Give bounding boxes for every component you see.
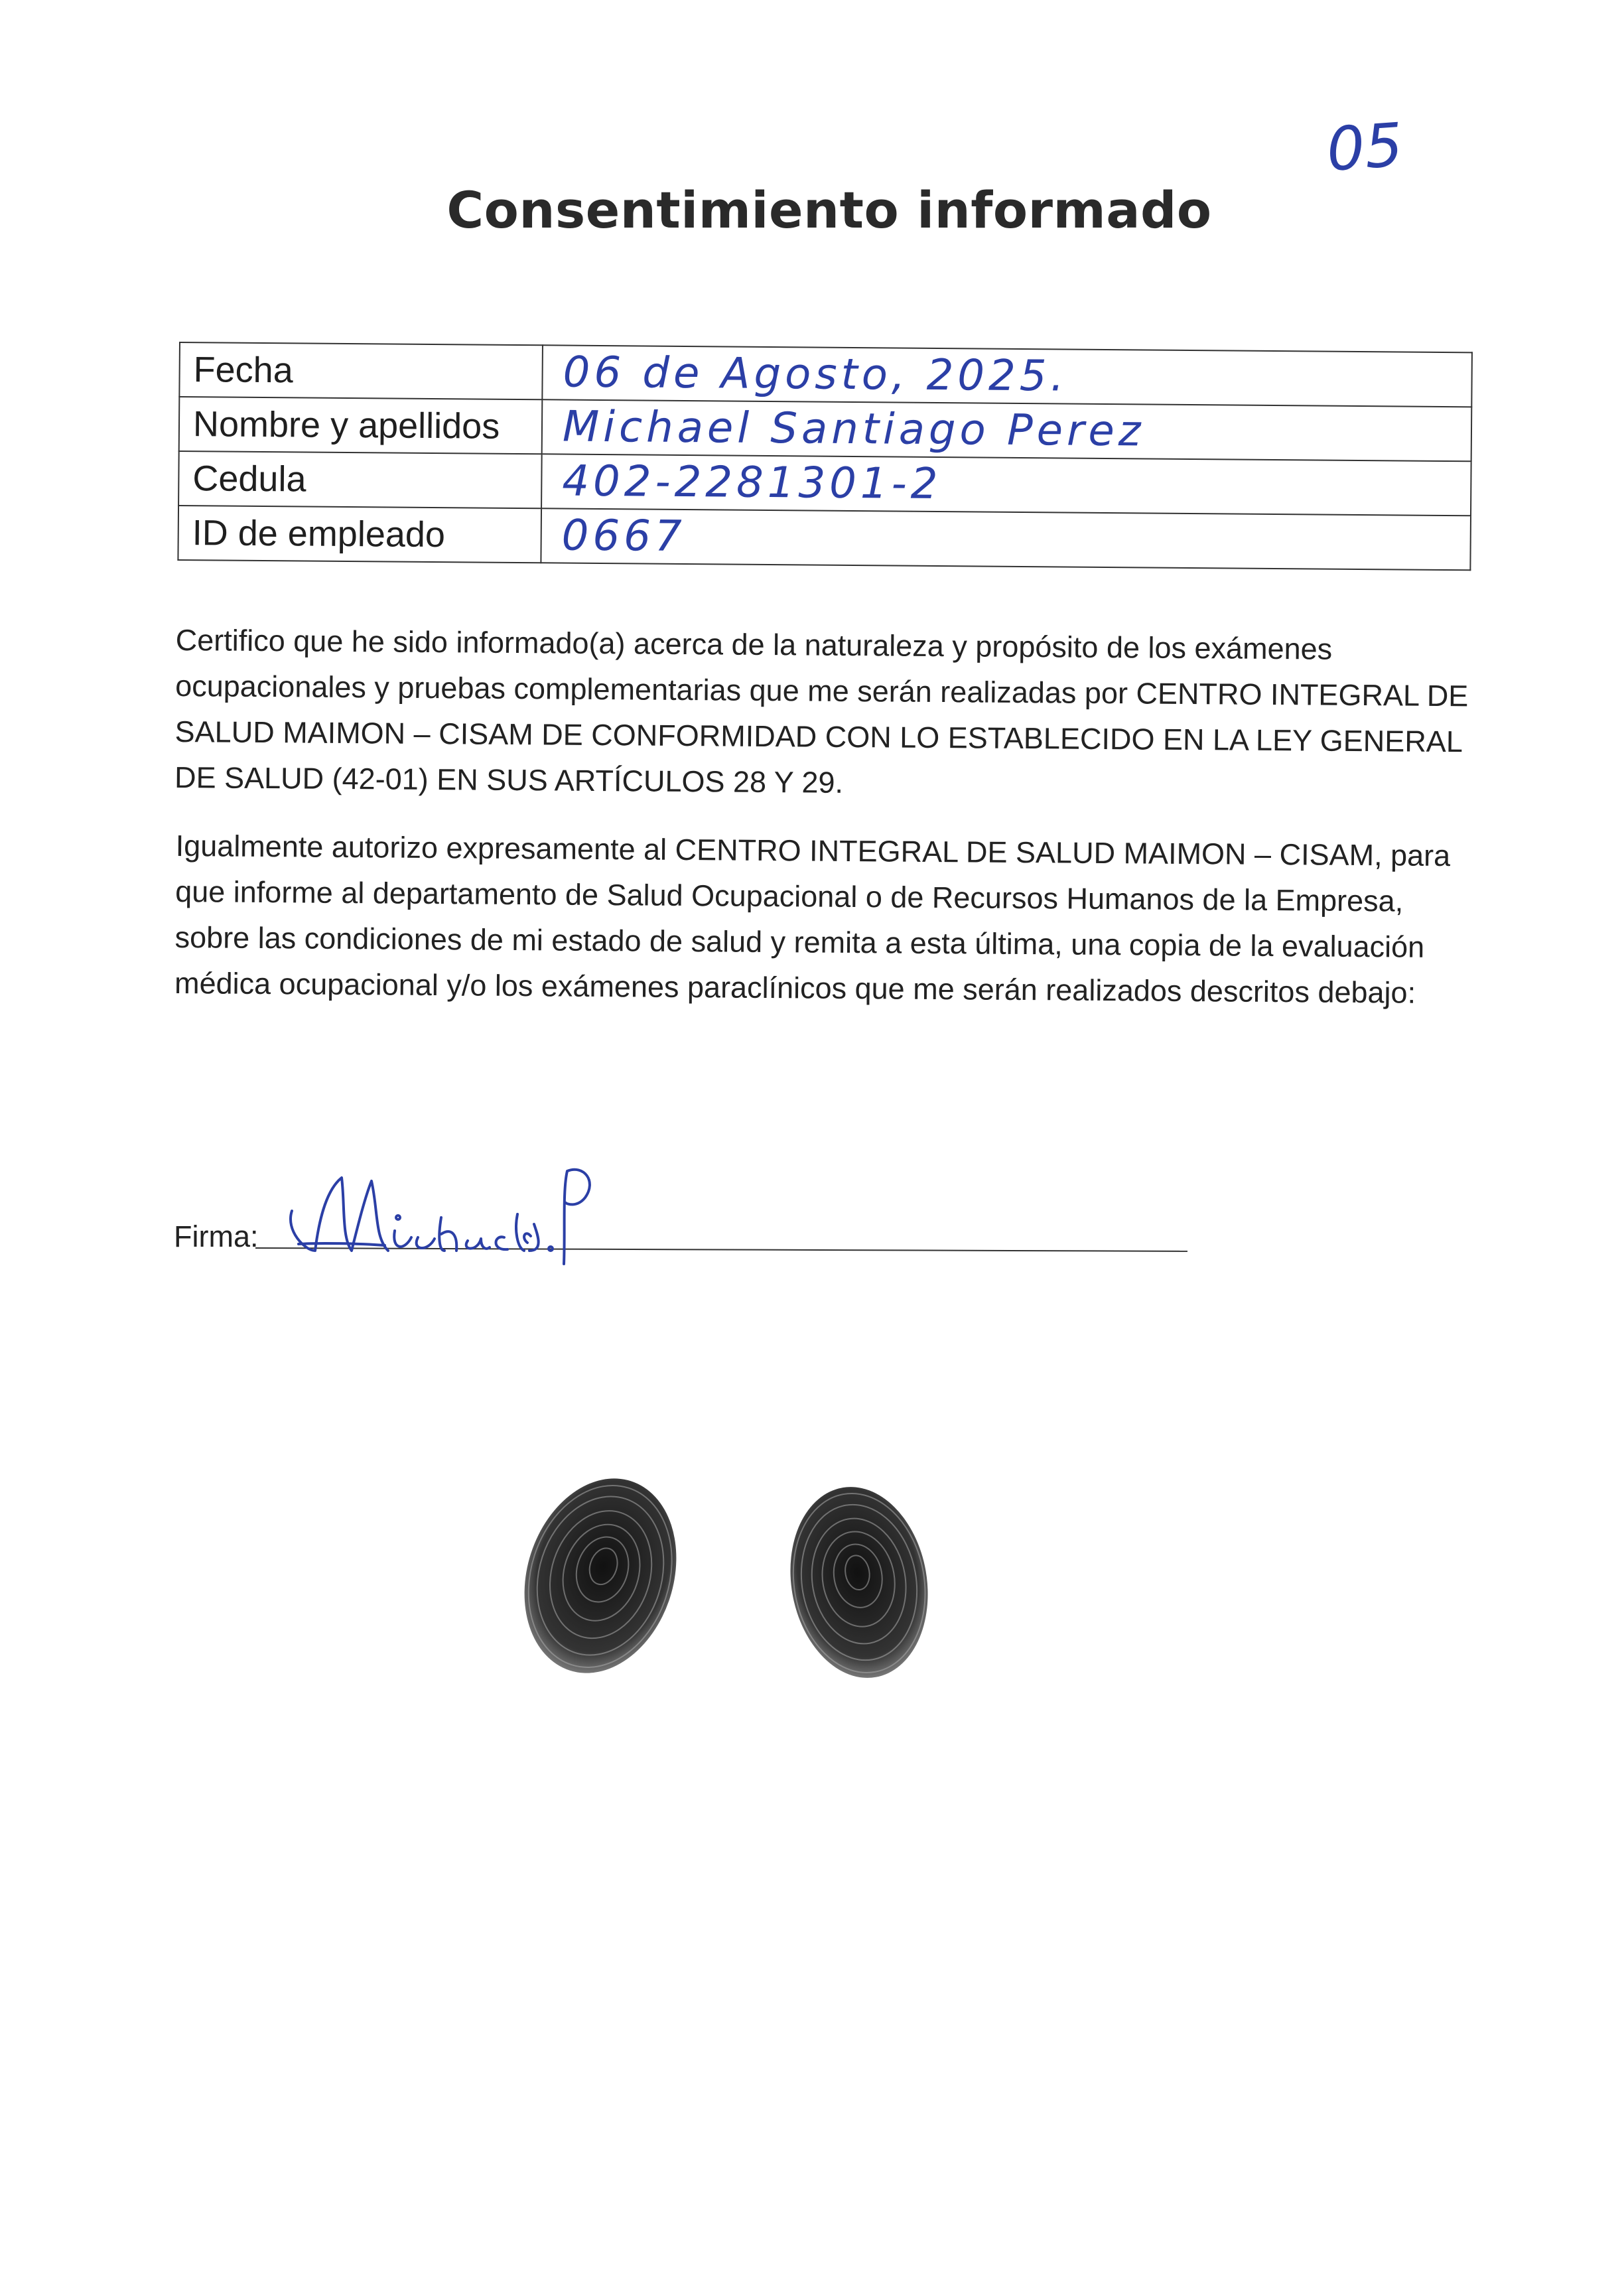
fecha-label: Fecha (179, 342, 543, 399)
nombre-value: Michael Santiago Perez (542, 399, 1472, 461)
table-row (179, 397, 1472, 461)
table-row (179, 342, 1472, 407)
fecha-value: 06 de Agosto, 2025. (542, 345, 1472, 407)
id-empleado-value: 0667 (541, 508, 1471, 570)
fingerprint-icon (779, 1476, 939, 1689)
paragraph-text: Igualmente autorizo expresamente al CENTRO INTEGRAL DE SALUD MAIMON – CISAM, para que informe al departamento de Salud Ocupacional o de Recursos Humanos de la Empresa, sobre las condiciones de mi estado de salud y remita a esta última, una copia de la evaluación médica ocupacional y/o los exámenes paraclínicos que me serán realizados descritos debajo: (174, 828, 1451, 1010)
table-row (178, 506, 1471, 570)
info-table (177, 342, 1473, 571)
consent-paragraph-2 (174, 823, 1469, 1016)
paragraph-text: Certifico que he sido informado(a) acerca de la naturaleza y propósito de los exámenes ocupacionales y pruebas complementarias que me serán realizadas por CENTRO INTEGRAL DE SALUD MAIMON – CISAM DE CONFORMIDAD CON LO ESTABLECIDO EN LA LEY GENERAL DE SALUD (42-01) EN SUS ARTÍCULOS 28 Y 29. (174, 622, 1469, 799)
signature-icon (279, 1151, 624, 1277)
consent-paragraph-1 (174, 617, 1469, 810)
id-empleado-label: ID de empleado (178, 506, 541, 563)
firma-label: Firma: (174, 1219, 259, 1253)
page-title: Consentimiento informado (446, 180, 1212, 240)
cedula-label: Cedula (178, 451, 542, 508)
fingerprint-icon (517, 1466, 683, 1685)
page-number: 05 (1324, 110, 1406, 185)
nombre-label: Nombre y apellidos (179, 397, 543, 454)
table-row (178, 451, 1471, 516)
cedula-value: 402-2281301-2 (541, 454, 1471, 516)
